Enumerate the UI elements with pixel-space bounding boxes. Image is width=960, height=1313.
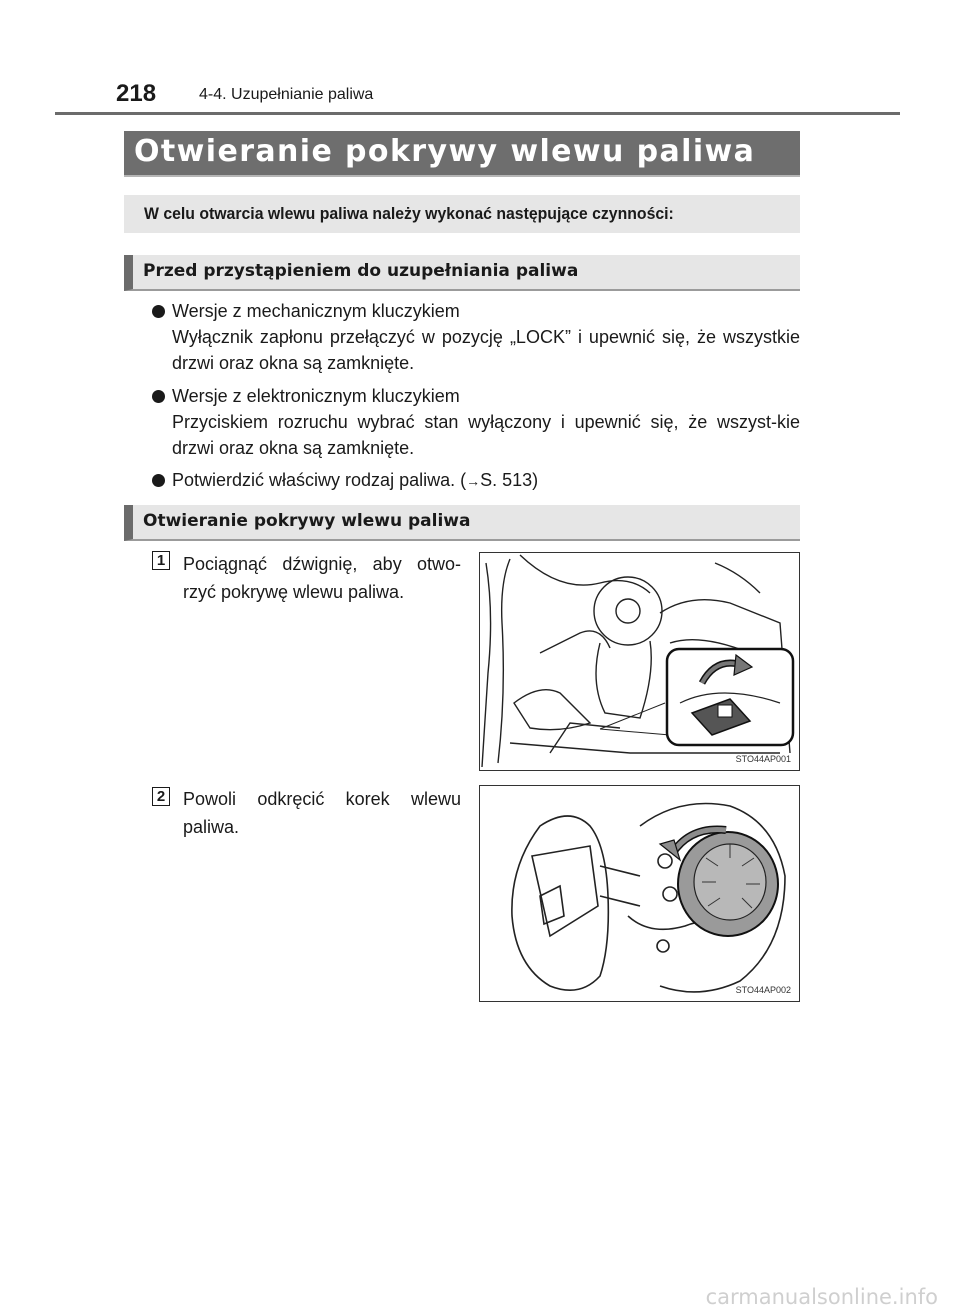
bullet-text: Potwierdzić właściwy rodzaj paliwa. (	[172, 470, 467, 490]
page-reference-link[interactable]: S. 513)	[480, 470, 539, 490]
subsection-header-opening	[124, 505, 800, 541]
figure-fuel-cap	[479, 785, 800, 1002]
bullet-heading	[172, 467, 538, 494]
subsection-title: Otwieranie pokrywy wlewu paliwa	[143, 511, 471, 531]
subsection-title: Przed przystąpieniem do uzupełniania paliwa	[143, 261, 579, 281]
page-number: 218	[116, 80, 157, 107]
step-text: Powoli odkręcić korek wlewu paliwa.	[183, 789, 461, 837]
figure-code: STO44AP002	[735, 985, 791, 995]
bullet-dot-icon	[152, 305, 165, 318]
header-rule	[55, 112, 900, 115]
main-title-bar	[124, 131, 800, 177]
step-number: 1	[152, 551, 170, 570]
bullet-body: Wyłącznik zapłonu przełączyć w pozycję „LOCK” i upewnić się, że wszystkie drzwi oraz okna są zamknięte.	[172, 327, 800, 373]
subsection-header-before-refueling	[124, 255, 800, 291]
bullet-dot-icon	[152, 390, 165, 403]
figure-fuel-door-lever	[479, 552, 800, 771]
main-title: Otwieranie pokrywy wlewu paliwa	[134, 134, 756, 169]
fuel-door-lever-illustration	[480, 553, 798, 769]
page-reference-arrow-icon: →	[466, 473, 481, 489]
bullet-heading: Wersje z mechanicznym kluczykiem	[172, 301, 460, 321]
fuel-cap-illustration	[480, 786, 798, 1000]
step-text: Pociągnąć dźwignię, aby otwo-rzyć pokrywę wlewu paliwa.	[183, 554, 461, 602]
bullet-dot-icon	[152, 474, 165, 487]
intro-bar	[124, 195, 800, 233]
watermark: carmanualsonline.info	[705, 1285, 938, 1309]
intro-text: W celu otwarcia wlewu paliwa należy wykonać następujące czynności:	[144, 204, 674, 223]
figure-code: STO44AP001	[735, 754, 791, 764]
bullet-heading: Wersje z elektronicznym kluczykiem	[172, 386, 460, 406]
bullet-body: Przyciskiem rozruchu wybrać stan wyłączony i upewnić się, że wszyst-kie drzwi oraz okna są zamknięte.	[172, 412, 800, 458]
section-path: 4-4. Uzupełnianie paliwa	[199, 86, 374, 103]
step-number: 2	[152, 787, 170, 806]
